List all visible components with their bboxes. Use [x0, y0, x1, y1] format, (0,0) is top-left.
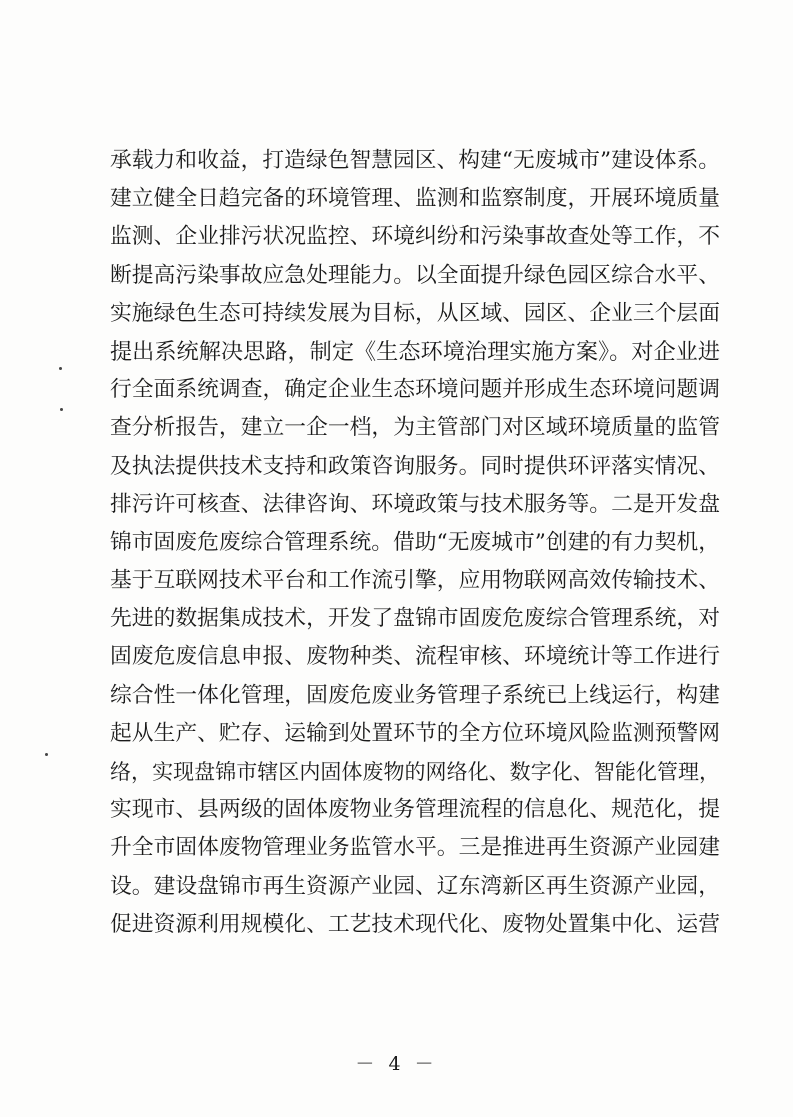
- scan-speck: [59, 367, 62, 370]
- text-line: 综合性一体化管理，固废危废业务管理子系统已上线运行，构建: [110, 682, 720, 708]
- text-line: 促进资源利用规模化、工艺技术现代化、废物处置集中化、运营: [110, 911, 720, 937]
- text-line: 先进的数据集成技术，开发了盘锦市固废危废综合管理系统，对: [110, 606, 720, 632]
- text-line: 设。建设盘锦市再生资源产业园、辽东湾新区再生资源产业园，: [110, 873, 720, 899]
- text-line: 络，实现盘锦市辖区内固体废物的网络化、数字化、智能化管理，: [110, 759, 720, 784]
- text-line: 建立健全日趋完备的环境管理、监测和监察制度，开展环境质量: [110, 186, 720, 212]
- text-line: 锦市固废危废综合管理系统。借助“无废城市”创建的有力契机，: [110, 529, 720, 555]
- text-line: 监测、企业排污状况监控、环境纠纷和污染事故查处等工作，不: [110, 224, 720, 250]
- text-line: 固废危废信息申报、废物种类、流程审核、环境统计等工作进行: [110, 644, 720, 670]
- body-text: [110, 142, 720, 944]
- page-number: － 4 －: [355, 1053, 438, 1075]
- text-line: 实现市、县两级的固体废物业务管理流程的信息化、规范化，提: [110, 797, 720, 823]
- text-line: 起从生产、贮存、运输到处置环节的全方位环境风险监测预警网: [110, 720, 720, 746]
- text-line: 查分析报告，建立一企一档，为主管部门对区域环境质量的监管: [110, 415, 720, 441]
- text-line: 排污许可核查、法律咨询、环境政策与技术服务等。二是开发盘: [110, 491, 720, 517]
- text-line: 行全面系统调查，确定企业生态环境问题并形成生态环境问题调: [110, 377, 720, 403]
- text-line: 提出系统解决思路，制定《生态环境治理实施方案》。对企业进: [110, 338, 720, 365]
- text-line: 基于互联网技术平台和工作流引擎，应用物联网高效传输技术、: [110, 568, 720, 594]
- text-line: 实施绿色生态可持续发展为目标，从区域、园区、企业三个层面: [110, 300, 720, 326]
- text-line: 承载力和收益，打造绿色智慧园区、构建“无废城市”建设体系。: [110, 148, 720, 173]
- text-line: 升全市固体废物管理业务监管水平。三是推进再生资源产业园建: [110, 835, 720, 861]
- text-line: 断提高污染事故应急处理能力。以全面提升绿色园区综合水平、: [110, 262, 720, 288]
- scan-speck: [60, 408, 63, 411]
- text-line: 及执法提供技术支持和政策咨询服务。同时提供环评落实情况、: [110, 453, 720, 479]
- scan-speck: [45, 753, 48, 756]
